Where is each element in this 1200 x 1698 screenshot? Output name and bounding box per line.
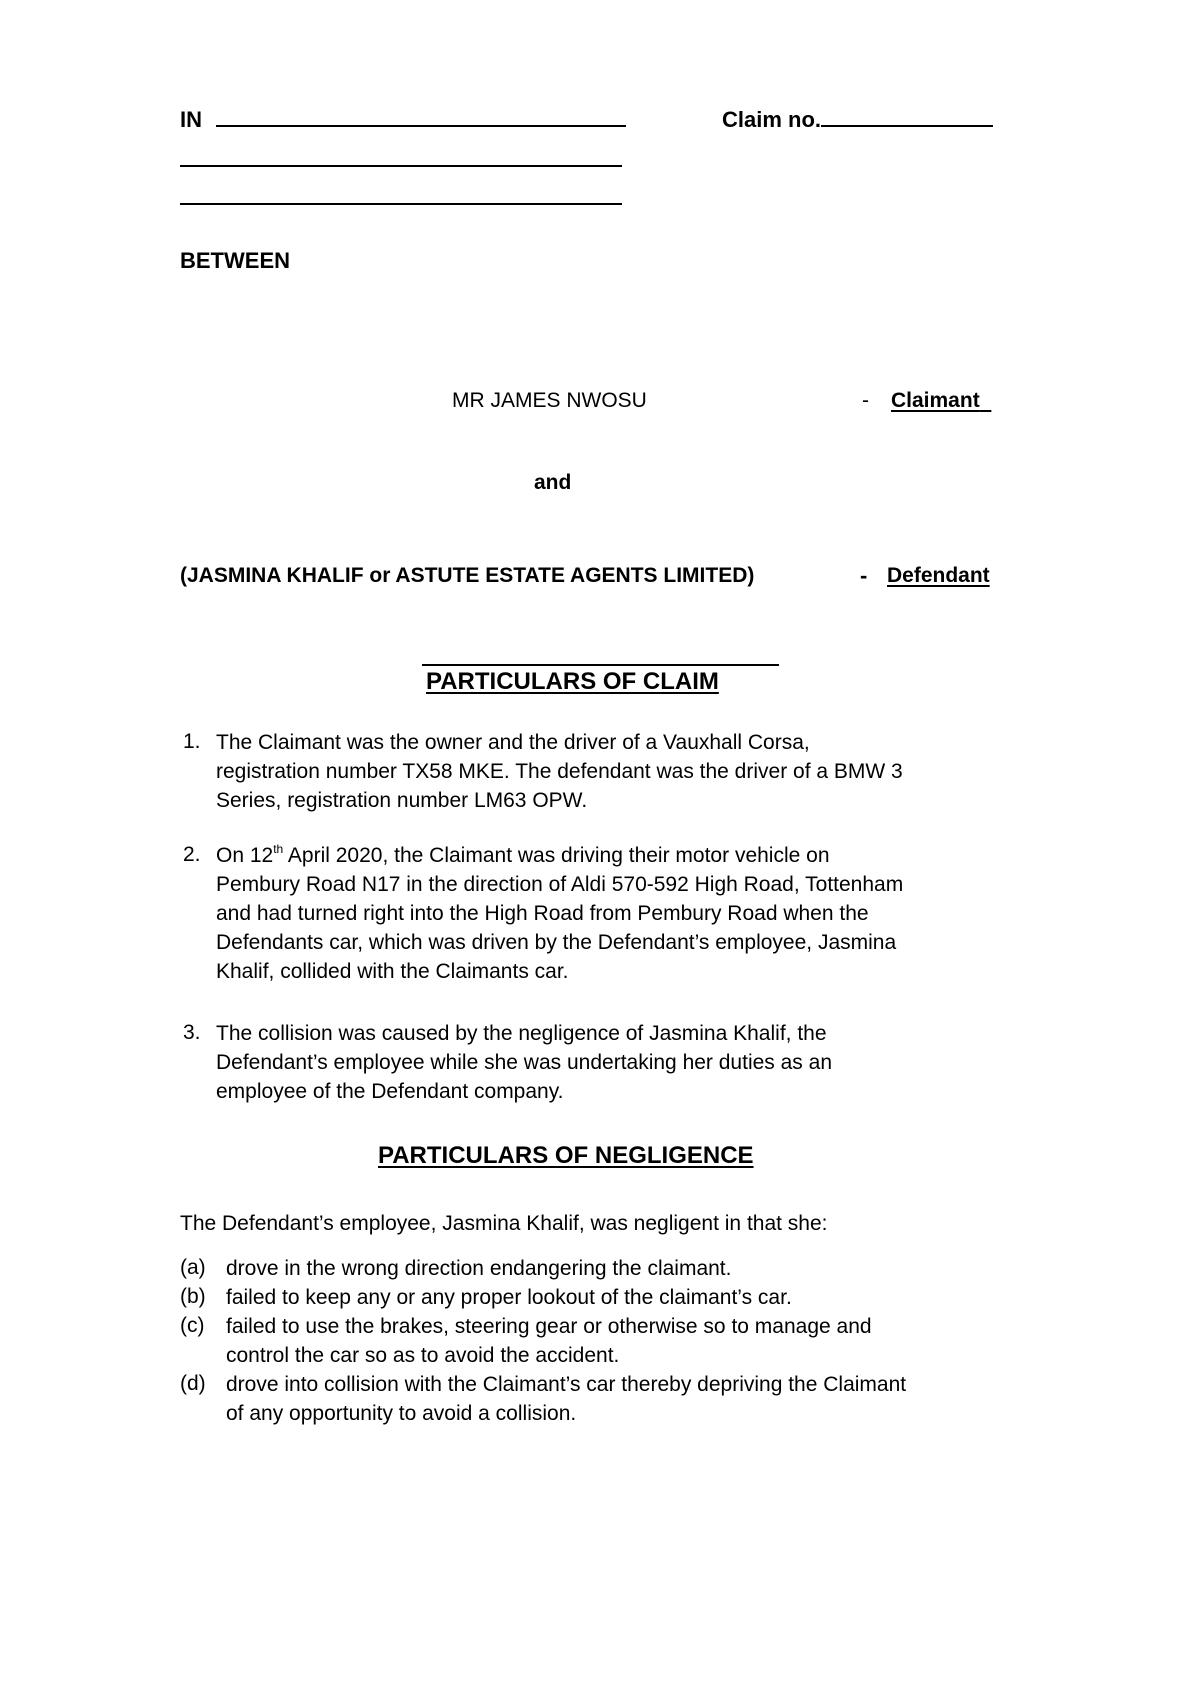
claim-item-number: 3. (183, 1021, 201, 1044)
court-line (180, 103, 626, 133)
negligence-item-d: drove into collision with the Claimant’s car thereby depriving the Claimant of any opportunity to avoid a collision. (226, 1373, 907, 1425)
claim-item-2: On 12th April 2020, the Claimant was driving their motor vehicle on Pembury Road N17 in the direction of Aldi 570-592 High Road, Tottenham and had turned right into the High Road from Pembury Road when the Defendants car, which was driven by the Defendant’s employee, Jasmina Khalif, collided with the Claimants car. (216, 842, 904, 983)
negligence-intro: The Defendant’s employee, Jasmina Khalif, was negligent in that she: (180, 1212, 828, 1235)
between-label: BETWEEN (180, 248, 290, 273)
negligence-item-label: (c) (180, 1314, 205, 1337)
claim-item-number: 1. (183, 730, 201, 753)
and-label: and (534, 471, 572, 494)
particulars-of-negligence-heading: PARTICULARS OF NEGLIGENCE (378, 1142, 754, 1169)
defendant-name: (JASMINA KHALIF or ASTUTE ESTATE AGENTS LIMITED) (180, 564, 755, 587)
negligence-item-label: (a) (180, 1256, 206, 1279)
court-name-blank (216, 103, 626, 127)
claim-number-blank (821, 103, 993, 127)
in-label: IN (180, 107, 202, 132)
negligence-item-a: drove in the wrong direction endangering the claimant. (226, 1257, 732, 1280)
claimant-dash: - (862, 389, 869, 412)
negligence-item-c: failed to use the brakes, steering gear or otherwise so to manage and control the car so as to avoid the accident. (226, 1315, 872, 1367)
claim-item-1: The Claimant was the owner and the driver of a Vauxhall Corsa, registration number TX58 MKE. The defendant was the driver of a BMW 3 Series, registration number LM63 OPW. (216, 731, 903, 812)
claimant-role: Claimant (891, 389, 980, 412)
defendant-dash: - (860, 563, 868, 588)
negligence-item-label: (b) (180, 1285, 206, 1308)
heading-rule (422, 664, 779, 666)
defendant-role: Defendant (887, 564, 990, 587)
claim-no-label: Claim no. (722, 107, 822, 132)
court-blank-line-3 (180, 203, 622, 205)
claim-item-number: 2. (183, 843, 201, 866)
negligence-item-b: failed to keep any or any proper lookout of the claimant’s car. (226, 1286, 792, 1309)
court-blank-line-2 (180, 165, 622, 167)
negligence-item-label: (d) (180, 1372, 206, 1395)
particulars-of-claim-heading: PARTICULARS OF CLAIM (426, 668, 719, 695)
claim-item-3: The collision was caused by the negligence of Jasmina Khalif, the Defendant’s employee while she was undertaking her duties as an employee of the Defendant company. (216, 1022, 832, 1103)
claimant-name: MR JAMES NWOSU (452, 389, 647, 412)
claim-number-line (722, 103, 993, 133)
